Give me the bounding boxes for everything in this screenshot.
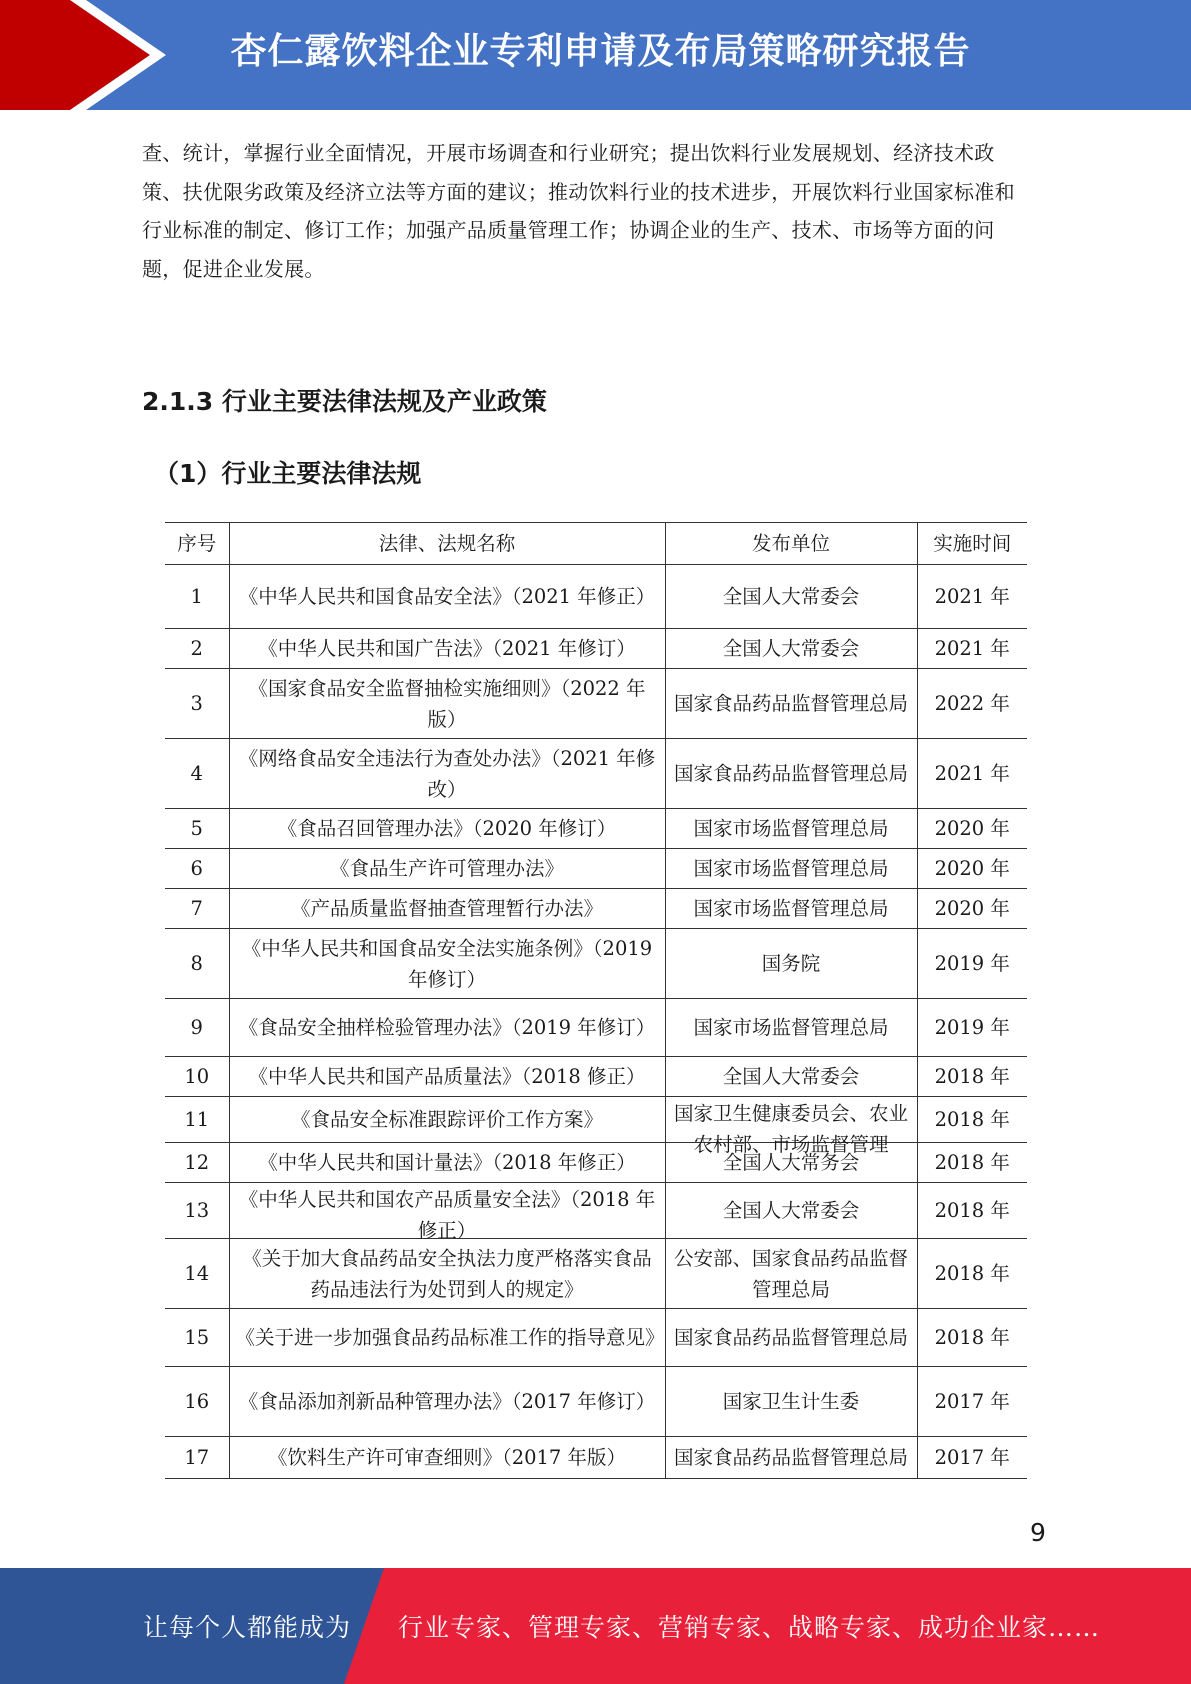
row-no: 14 [184,1262,210,1285]
report-title: 杏仁露饮料企业专利申请及布局策略研究报告 [230,31,971,72]
row-issuer-cell [665,629,917,669]
row-name-cell [229,889,665,929]
row-no-cell [165,669,229,739]
row-year: 2021 年 [934,637,1010,660]
subsection-heading: （1）行业主要法律法规 [154,459,422,488]
row-year-cell [917,1183,1027,1239]
row-year: 2019 年 [934,1016,1010,1039]
row-no: 2 [190,637,203,660]
row-issuer-cell [665,889,917,929]
row-name-cell [229,1437,665,1479]
row-year-cell [917,1143,1027,1183]
row-name: 《中华人民共和国广告法》（2021 年修订） [258,637,636,660]
row-no-cell [165,565,229,629]
row-year: 2018 年 [934,1151,1010,1174]
row-no-cell [165,739,229,809]
table-row [165,1143,1027,1183]
row-name: 《中华人民共和国产品质量法》（2018 修正） [248,1065,646,1088]
row-name-cell [229,739,665,809]
row-year-cell [917,739,1027,809]
page-footer [0,1568,1191,1684]
row-no: 5 [190,817,203,840]
row-issuer: 国家市场监督管理总局 [693,1016,889,1039]
row-no: 12 [184,1151,210,1174]
table-row [165,739,1027,809]
table-row [165,1057,1027,1097]
intro-line: 策、扶优限劣政策及经济立法等方面的建议；推动饮料行业的技术进步，开展饮料行业国家标准和 [142,179,1015,204]
row-year-cell [917,849,1027,889]
table-body [165,565,1027,1479]
row-year-cell [917,565,1027,629]
footer-slogan-right: 行业专家、管理专家、营销专家、战略专家、成功企业家…… [398,1613,1101,1642]
row-issuer: 国家市场监督管理总局 [693,857,889,880]
row-year-cell [917,809,1027,849]
intro-line: 题，促进企业发展。 [142,256,325,281]
row-no-cell [165,999,229,1057]
table-row [165,889,1027,929]
row-year: 2021 年 [934,585,1010,608]
row-issuer: 国家食品药品监督管理总局 [673,1326,908,1349]
row-name-cell [229,849,665,889]
row-year-cell [917,929,1027,999]
row-name-cell [229,1097,665,1143]
row-no-cell [165,1097,229,1143]
row-year: 2018 年 [934,1108,1010,1131]
row-no: 1 [190,585,203,608]
row-year: 2017 年 [934,1446,1010,1469]
row-name-cell [229,565,665,629]
row-issuer-cell [665,1183,917,1239]
row-issuer: 公安部、国家食品药品监督管理总局 [673,1246,908,1301]
table-row [165,565,1027,629]
row-no: 9 [190,1016,203,1039]
row-name: 《食品召回管理办法》（2020 年修订） [277,817,617,840]
header-no: 序号 [165,523,229,565]
row-issuer-cell [665,1367,917,1437]
row-issuer-cell [665,1309,917,1367]
row-name: 《食品安全抽样检验管理办法》（2019 年修订） [238,1016,656,1039]
row-year-cell [917,889,1027,929]
row-issuer-cell [665,1097,917,1156]
table-row [165,669,1027,739]
row-name-cell [229,1143,665,1183]
header-issuer: 发布单位 [665,523,917,565]
header-name: 法律、法规名称 [229,523,665,565]
row-issuer-cell [665,565,917,629]
row-no-cell [165,849,229,889]
row-no: 6 [190,857,203,880]
row-year: 2021 年 [934,762,1010,785]
row-year: 2018 年 [934,1199,1010,1222]
row-no-cell [165,1143,229,1183]
row-name-cell [229,1183,665,1242]
row-year: 2019 年 [934,952,1010,975]
row-year: 2018 年 [934,1065,1010,1088]
row-issuer: 全国人大常委会 [722,1065,860,1088]
intro-line: 查、统计，掌握行业全面情况，开展市场调查和行业研究；提出饮料行业发展规划、经济技术政 [142,141,995,165]
table-row [165,1183,1027,1239]
row-no: 8 [190,952,203,975]
row-name-cell [229,929,665,999]
row-no: 10 [184,1065,210,1088]
row-name-cell [229,1057,665,1097]
intro-line: 行业标准的制定、修订工作；加强产品质量管理工作；协调企业的生产、技术、市场等方面的问 [142,218,995,242]
row-issuer: 国家市场监督管理总局 [693,897,889,920]
row-issuer: 全国人大常委会 [722,637,860,660]
row-issuer-cell [665,1057,917,1097]
row-year-cell [917,629,1027,669]
row-name-cell [229,999,665,1057]
row-no-cell [165,1239,229,1309]
row-issuer-cell [665,669,917,739]
row-issuer: 国家食品药品监督管理总局 [673,1446,908,1469]
row-no-cell [165,1309,229,1367]
laws-table-container [165,522,1027,1486]
row-issuer: 全国人大常委会 [722,1199,860,1222]
row-no-cell [165,1437,229,1479]
row-no: 11 [184,1108,210,1131]
row-no-cell [165,1183,229,1239]
row-no-cell [165,809,229,849]
row-name: 《产品质量监督抽查管理暂行办法》 [290,897,603,920]
row-year: 2017 年 [934,1390,1010,1413]
row-name: 《中华人民共和国食品安全法实施条例》（2019 年修订） [241,936,653,991]
page-header [0,0,1191,110]
row-year: 2018 年 [934,1262,1010,1285]
footer-slogan-left: 让每个人都能成为 [143,1613,352,1642]
table-row [165,1367,1027,1437]
laws-table [165,522,1027,1479]
row-no-cell [165,889,229,929]
header-year: 实施时间 [917,523,1027,565]
table-row [165,999,1027,1057]
row-issuer: 国家食品药品监督管理总局 [673,692,908,715]
row-year: 2020 年 [934,817,1010,840]
row-issuer: 全国人大常务会 [722,1151,860,1174]
row-year-cell [917,1437,1027,1479]
row-name-cell [229,1239,665,1309]
row-issuer: 国家食品药品监督管理总局 [673,762,908,785]
intro-paragraph [142,134,1052,288]
row-no-cell [165,1367,229,1437]
row-year: 2018 年 [934,1326,1010,1349]
row-name-cell [229,1367,665,1437]
row-year-cell [917,669,1027,739]
row-name: 《中华人民共和国农产品质量安全法》（2018 年修正） [238,1187,656,1242]
row-no-cell [165,929,229,999]
page-number: 9 [1030,1518,1046,1547]
row-no-cell [165,629,229,669]
row-name: 《关于加大食品药品安全执法力度严格落实食品药品违法行为处罚到人的规定》 [242,1246,652,1301]
row-year-cell [917,1309,1027,1367]
row-no: 4 [190,762,203,785]
row-no: 17 [184,1446,210,1469]
row-year: 2022 年 [934,692,1010,715]
row-issuer-cell [665,999,917,1057]
row-issuer-cell [665,1437,917,1479]
row-name: 《饮料生产许可审查细则》（2017 年版） [267,1446,627,1469]
row-name: 《食品添加剂新品种管理办法》（2017 年修订） [238,1390,656,1413]
row-name: 《中华人民共和国食品安全法》（2021 年修正） [238,585,656,608]
row-name: 《中华人民共和国计量法》（2018 年修正） [258,1151,636,1174]
row-year-cell [917,1097,1027,1143]
table-row [165,629,1027,669]
row-issuer-cell [665,739,917,809]
row-year-cell [917,1239,1027,1309]
row-issuer-cell [665,849,917,889]
row-year: 2020 年 [934,897,1010,920]
row-name: 《网络食品安全违法行为查处办法》（2021 年修改） [238,746,656,801]
row-name-cell [229,669,665,739]
row-year: 2020 年 [934,857,1010,880]
row-issuer: 国家卫生健康委员会、农业农村部、市场监督管理 [673,1101,908,1156]
row-issuer-cell [665,929,917,999]
row-name: 《食品安全标准跟踪评价工作方案》 [290,1108,603,1131]
table-row [165,1309,1027,1367]
row-no: 7 [190,897,203,920]
row-no: 13 [184,1199,210,1222]
row-issuer: 国家市场监督管理总局 [693,817,889,840]
row-name-cell [229,1309,665,1367]
row-name: 《国家食品安全监督抽检实施细则》（2022 年版） [248,676,646,731]
row-issuer: 全国人大常委会 [722,585,860,608]
row-no: 3 [190,692,203,715]
row-issuer-cell [665,1239,917,1309]
row-name: 《关于进一步加强食品药品标准工作的指导意见》 [235,1326,665,1349]
row-issuer: 国务院 [761,952,821,975]
table-row [165,1437,1027,1479]
table-row [165,849,1027,889]
row-name: 《食品生产许可管理办法》 [329,857,564,880]
row-name-cell [229,629,665,669]
row-no-cell [165,1057,229,1097]
row-year-cell [917,999,1027,1057]
row-name-cell [229,809,665,849]
section-heading: 2.1.3 行业主要法律法规及产业政策 [142,387,547,416]
row-issuer: 国家卫生计生委 [722,1390,860,1413]
row-year-cell [917,1057,1027,1097]
table-row [165,809,1027,849]
table-header-row [165,523,1027,565]
table-row [165,929,1027,999]
row-year-cell [917,1367,1027,1437]
row-no: 16 [184,1390,210,1413]
table-row [165,1239,1027,1309]
row-no: 15 [184,1326,210,1349]
table-row [165,1097,1027,1143]
row-issuer-cell [665,809,917,849]
